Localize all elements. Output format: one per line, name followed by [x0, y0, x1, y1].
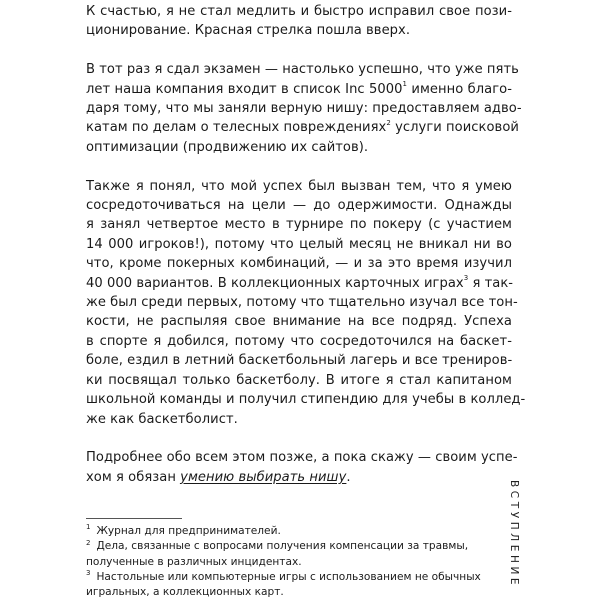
text-line	[86, 80, 512, 99]
footnote-text: Журнал для предпринимателей.	[96, 525, 281, 537]
footnote-line: полученные в различных инцидентах.	[86, 555, 302, 568]
text-line: что, кроме покерных комбинаций, — и за это время изучил	[86, 256, 512, 272]
text-segment: катам по делам о телесных повреждениях	[86, 120, 387, 136]
text-line: ки посвящал только баскетболу. В итоге я стал капитаном	[86, 372, 512, 388]
footnote-number: 3	[86, 569, 91, 578]
text-line: в спорте я добился, потому что сосредоточился на баскет-	[86, 333, 512, 349]
footnote-text: Дела, связанные с вопросами получения компенсации за травмы,	[96, 540, 469, 553]
footnote-text: Настольные или компьютерные игры с использованием не обычных	[96, 570, 481, 583]
text-line	[86, 118, 519, 137]
footnote-line	[86, 524, 506, 539]
paragraph-2	[86, 60, 522, 157]
text-segment: хом я обязан	[86, 469, 181, 485]
footnote-number: 2	[86, 538, 91, 547]
text-line: ционирование. Красная стрелка пошла вверх.	[86, 23, 411, 39]
text-line: же как баскетболист.	[86, 411, 238, 427]
paragraph-gap	[86, 429, 512, 448]
text-line: 14 000 игроков!), потому что целый месяц не вникал ни во	[86, 236, 512, 252]
text-line: школьной команды и получил стипендию для учебы в коллед-	[86, 392, 526, 408]
text-segment: лет наша компания входит в список Inc 5000	[86, 81, 403, 97]
paragraph-gap	[86, 157, 512, 176]
text-segment: услуги поисковой	[390, 120, 519, 136]
text-line: я занял четвертое место в турнире по покеру (с участием	[86, 217, 512, 233]
text-segment: 40 000 вариантов. В коллекционных карточных играх	[86, 275, 464, 291]
text-line	[86, 274, 512, 293]
text-line: К счастью, я не стал медлить и быстро исправил свое пози-	[86, 4, 512, 19]
footnote-divider	[86, 518, 182, 519]
text-segment: именно благо-	[407, 81, 512, 97]
body-text	[86, 2, 526, 487]
paragraph-1	[86, 2, 512, 41]
footnote-ref-3: 3	[463, 274, 469, 283]
footnote-1	[86, 524, 506, 539]
text-line: кости, не распыляя свое внимание на все подряд. Успеха	[86, 314, 512, 330]
text-segment: я так-	[468, 275, 514, 291]
text-line: Подробнее обо всем этом позже, а пока скажу — своим успе-	[86, 450, 518, 466]
text-line	[86, 468, 512, 487]
text-segment: .	[346, 469, 351, 485]
text-line: даря тому, что мы заняли верную нишу: предоставляем адво-	[86, 101, 522, 117]
paragraph-gap	[86, 41, 512, 60]
text-line: В тот раз я сдал экзамен — настолько успешно, что уже пять	[86, 62, 519, 78]
text-line: Также я понял, что мой успех был вызван тем, что я умею	[86, 178, 512, 194]
footnote-ref-2: 2	[386, 119, 391, 128]
footnote-ref-1: 1	[402, 80, 408, 89]
paragraph-4	[86, 448, 518, 487]
text-line: сосредоточиваться на цели — до одержимости. Однажды	[86, 198, 512, 214]
footnote-line: игральных, а коллекционных карт.	[86, 586, 284, 599]
footnote-3	[86, 570, 506, 600]
emphasized-phrase: умению выбирать нишу	[180, 469, 347, 485]
footnote-line	[86, 570, 506, 585]
paragraph-3	[86, 177, 526, 429]
text-line: боле, ездил в летний баскетбольный лагерь и все трениров-	[86, 353, 513, 369]
footnotes	[86, 524, 506, 600]
footnote-line	[86, 539, 506, 554]
section-label-vertical: ВСТУПЛЕНИЕ	[508, 480, 520, 589]
text-line: же был среди первых, потому что тщательно изучал все тон-	[86, 295, 518, 311]
text-line: оптимизации (продвижению их сайтов).	[86, 139, 369, 155]
footnote-2	[86, 539, 506, 570]
footnote-number: 1	[86, 523, 91, 532]
